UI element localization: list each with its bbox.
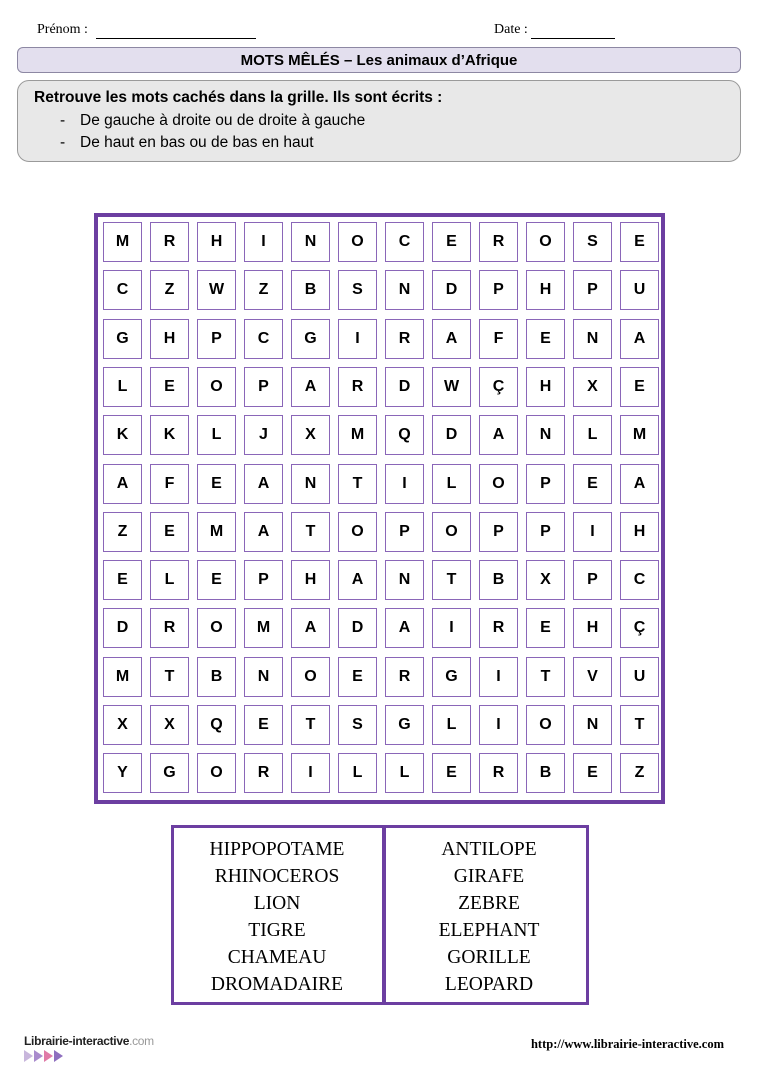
grid-cell[interactable]: I: [244, 222, 283, 262]
grid-cell[interactable]: E: [432, 222, 471, 262]
grid-cell[interactable]: E: [103, 560, 142, 600]
grid-cell[interactable]: S: [338, 705, 377, 745]
grid-cell[interactable]: T: [291, 512, 330, 552]
grid-cell[interactable]: N: [244, 657, 283, 697]
grid-cell[interactable]: O: [197, 753, 236, 793]
grid-cell[interactable]: A: [291, 367, 330, 407]
grid-cell[interactable]: Y: [103, 753, 142, 793]
grid-cell[interactable]: M: [197, 512, 236, 552]
grid-cell[interactable]: O: [291, 657, 330, 697]
word-item: HIPPOPOTAME: [209, 839, 345, 860]
prenom-line[interactable]: [96, 38, 256, 39]
instructions-box: [17, 80, 741, 162]
grid-cell[interactable]: R: [479, 608, 518, 648]
grid-cell[interactable]: Ç: [620, 608, 659, 648]
grid-cell[interactable]: P: [244, 367, 283, 407]
word-item: DROMADAIRE: [210, 974, 344, 995]
grid-cell[interactable]: R: [385, 657, 424, 697]
date-label: Date :: [494, 22, 528, 37]
grid-cell[interactable]: N: [385, 560, 424, 600]
grid-cell[interactable]: Q: [197, 705, 236, 745]
grid-cell[interactable]: M: [103, 222, 142, 262]
grid-cell[interactable]: H: [150, 319, 189, 359]
grid-cell[interactable]: D: [385, 367, 424, 407]
grid-cell[interactable]: S: [338, 270, 377, 310]
grid-cell[interactable]: T: [150, 657, 189, 697]
grid-cell[interactable]: V: [573, 657, 612, 697]
grid-cell[interactable]: M: [103, 657, 142, 697]
word-list-left: [174, 836, 380, 998]
grid-cell[interactable]: A: [385, 608, 424, 648]
word-item: LION: [253, 893, 301, 914]
grid-cell[interactable]: C: [620, 560, 659, 600]
grid-cell[interactable]: G: [432, 657, 471, 697]
grid-cell[interactable]: Z: [103, 512, 142, 552]
page-title: MOTS MÊLÉS – Les animaux d’Afrique: [17, 47, 741, 73]
grid-cell[interactable]: D: [432, 415, 471, 455]
grid-cell[interactable]: O: [338, 222, 377, 262]
grid-cell[interactable]: S: [573, 222, 612, 262]
grid-cell[interactable]: N: [385, 270, 424, 310]
grid-cell[interactable]: X: [291, 415, 330, 455]
grid-cell[interactable]: O: [432, 512, 471, 552]
grid-cell[interactable]: I: [338, 319, 377, 359]
grid-cell[interactable]: F: [150, 464, 189, 504]
grid-cell[interactable]: L: [197, 415, 236, 455]
grid-cell[interactable]: H: [291, 560, 330, 600]
grid-cell[interactable]: U: [620, 270, 659, 310]
grid-cell[interactable]: W: [432, 367, 471, 407]
date-line[interactable]: [531, 38, 615, 39]
grid-cell[interactable]: O: [479, 464, 518, 504]
grid-cell[interactable]: L: [385, 753, 424, 793]
grid-cell[interactable]: G: [385, 705, 424, 745]
grid-cell[interactable]: T: [338, 464, 377, 504]
grid-cell[interactable]: M: [244, 608, 283, 648]
grid-cell[interactable]: I: [432, 608, 471, 648]
grid-cell[interactable]: X: [526, 560, 565, 600]
grid-cell[interactable]: L: [103, 367, 142, 407]
grid-cell[interactable]: L: [432, 705, 471, 745]
grid-cell[interactable]: B: [197, 657, 236, 697]
grid-cell[interactable]: P: [573, 270, 612, 310]
grid-cell[interactable]: K: [103, 415, 142, 455]
word-item: RHINOCEROS: [214, 866, 340, 887]
grid-cell[interactable]: O: [526, 705, 565, 745]
grid-cell[interactable]: G: [103, 319, 142, 359]
grid-cell[interactable]: U: [620, 657, 659, 697]
grid-cell[interactable]: O: [338, 512, 377, 552]
grid-cell[interactable]: P: [197, 319, 236, 359]
grid-cell[interactable]: P: [479, 512, 518, 552]
grid-cell[interactable]: Z: [244, 270, 283, 310]
word-item: ELEPHANT: [438, 920, 540, 941]
grid-cell[interactable]: D: [432, 270, 471, 310]
grid-cell[interactable]: N: [573, 705, 612, 745]
grid-cell[interactable]: E: [620, 367, 659, 407]
grid-cell[interactable]: P: [526, 512, 565, 552]
logo-text: Librairie-interactive.com: [24, 1034, 154, 1048]
grid-cell[interactable]: R: [150, 222, 189, 262]
prenom-label: Prénom :: [37, 22, 88, 37]
grid-cell[interactable]: E: [197, 560, 236, 600]
librairie-logo: [24, 1034, 164, 1068]
grid-cell[interactable]: Z: [150, 270, 189, 310]
grid-cell[interactable]: O: [197, 608, 236, 648]
grid-cell[interactable]: P: [244, 560, 283, 600]
grid-cell[interactable]: E: [150, 512, 189, 552]
grid-cell[interactable]: F: [479, 319, 518, 359]
instructions-heading: Retrouve les mots cachés dans la grille. Ils sont écrits :: [34, 89, 443, 106]
grid-cell[interactable]: G: [291, 319, 330, 359]
grid-cell[interactable]: E: [573, 753, 612, 793]
grid-cell[interactable]: A: [620, 464, 659, 504]
grid-cell[interactable]: D: [103, 608, 142, 648]
website-url[interactable]: http://www.librairie-interactive.com: [530, 1037, 724, 1051]
grid-cell[interactable]: O: [526, 222, 565, 262]
grid-cell[interactable]: H: [620, 512, 659, 552]
grid-cell[interactable]: T: [620, 705, 659, 745]
grid-cell[interactable]: A: [338, 560, 377, 600]
grid-cell[interactable]: A: [291, 608, 330, 648]
grid-cell[interactable]: H: [526, 367, 565, 407]
grid-cell[interactable]: B: [479, 560, 518, 600]
grid-cell[interactable]: A: [479, 415, 518, 455]
grid-cell[interactable]: P: [385, 512, 424, 552]
grid-cell[interactable]: C: [385, 222, 424, 262]
grid-cell[interactable]: E: [526, 608, 565, 648]
grid-cell[interactable]: H: [197, 222, 236, 262]
grid-cell[interactable]: E: [244, 705, 283, 745]
grid-cell[interactable]: A: [620, 319, 659, 359]
grid-cell[interactable]: P: [479, 270, 518, 310]
grid-cell[interactable]: Z: [620, 753, 659, 793]
word-item: TIGRE: [248, 920, 306, 941]
grid-cell[interactable]: H: [526, 270, 565, 310]
grid-cell[interactable]: T: [526, 657, 565, 697]
grid-cell[interactable]: T: [291, 705, 330, 745]
word-item: CHAMEAU: [227, 947, 327, 968]
instruction-text: De gauche à droite ou de droite à gauche: [80, 112, 366, 129]
grid-cell[interactable]: I: [291, 753, 330, 793]
grid-cell[interactable]: R: [385, 319, 424, 359]
grid-cell[interactable]: I: [385, 464, 424, 504]
grid-cell[interactable]: A: [103, 464, 142, 504]
grid-cell[interactable]: E: [432, 753, 471, 793]
grid-cell[interactable]: B: [291, 270, 330, 310]
grid-cell[interactable]: N: [291, 222, 330, 262]
word-item: GIRAFE: [453, 866, 525, 887]
word-list-right: [386, 836, 592, 998]
grid-cell[interactable]: K: [150, 415, 189, 455]
instruction-item: [34, 110, 724, 132]
grid-cell[interactable]: R: [479, 753, 518, 793]
grid-cell[interactable]: L: [338, 753, 377, 793]
grid-cell[interactable]: N: [573, 319, 612, 359]
word-item: LEOPARD: [444, 974, 534, 995]
grid-cell[interactable]: Ç: [479, 367, 518, 407]
grid-cell[interactable]: C: [103, 270, 142, 310]
grid-cell[interactable]: L: [150, 560, 189, 600]
grid-cell[interactable]: G: [150, 753, 189, 793]
grid-cell[interactable]: W: [197, 270, 236, 310]
grid-cell[interactable]: X: [103, 705, 142, 745]
grid-cell[interactable]: C: [244, 319, 283, 359]
grid-cell[interactable]: J: [244, 415, 283, 455]
word-item: GORILLE: [447, 947, 531, 968]
grid-cell[interactable]: E: [197, 464, 236, 504]
grid-cell[interactable]: E: [150, 367, 189, 407]
grid-cell[interactable]: P: [573, 560, 612, 600]
grid-cell[interactable]: I: [479, 705, 518, 745]
instruction-text: De haut en bas ou de bas en haut: [80, 134, 314, 151]
grid-cell[interactable]: A: [432, 319, 471, 359]
grid-cell[interactable]: T: [432, 560, 471, 600]
grid-cell[interactable]: H: [573, 608, 612, 648]
grid-cell[interactable]: R: [479, 222, 518, 262]
grid-cell[interactable]: I: [573, 512, 612, 552]
grid-cell[interactable]: I: [479, 657, 518, 697]
grid-cell[interactable]: E: [620, 222, 659, 262]
grid-cell[interactable]: E: [526, 319, 565, 359]
word-search-grid: [94, 213, 665, 804]
grid-cell[interactable]: M: [620, 415, 659, 455]
dash-bullet: -: [60, 134, 66, 151]
grid-cell[interactable]: R: [338, 367, 377, 407]
grid-cell[interactable]: E: [338, 657, 377, 697]
grid-cell[interactable]: B: [526, 753, 565, 793]
grid-cell[interactable]: R: [150, 608, 189, 648]
grid-cell[interactable]: A: [244, 464, 283, 504]
grid-cell[interactable]: L: [573, 415, 612, 455]
dash-bullet: -: [60, 112, 66, 129]
word-item: ZEBRE: [458, 893, 520, 914]
grid-cell[interactable]: L: [432, 464, 471, 504]
grid-cell[interactable]: A: [244, 512, 283, 552]
grid-cell[interactable]: X: [573, 367, 612, 407]
logo-arrows-icon: [24, 1050, 63, 1062]
grid-cell[interactable]: Q: [385, 415, 424, 455]
grid-cell[interactable]: N: [291, 464, 330, 504]
word-item: ANTILOPE: [441, 839, 537, 860]
grid-cell[interactable]: R: [244, 753, 283, 793]
grid-cell[interactable]: O: [197, 367, 236, 407]
grid-cell[interactable]: P: [526, 464, 565, 504]
word-list-box: [171, 825, 589, 1005]
grid-cell[interactable]: X: [150, 705, 189, 745]
grid-cell[interactable]: E: [573, 464, 612, 504]
instruction-item: [34, 132, 724, 154]
grid-cell[interactable]: D: [338, 608, 377, 648]
grid-cell[interactable]: M: [338, 415, 377, 455]
grid-cell[interactable]: N: [526, 415, 565, 455]
